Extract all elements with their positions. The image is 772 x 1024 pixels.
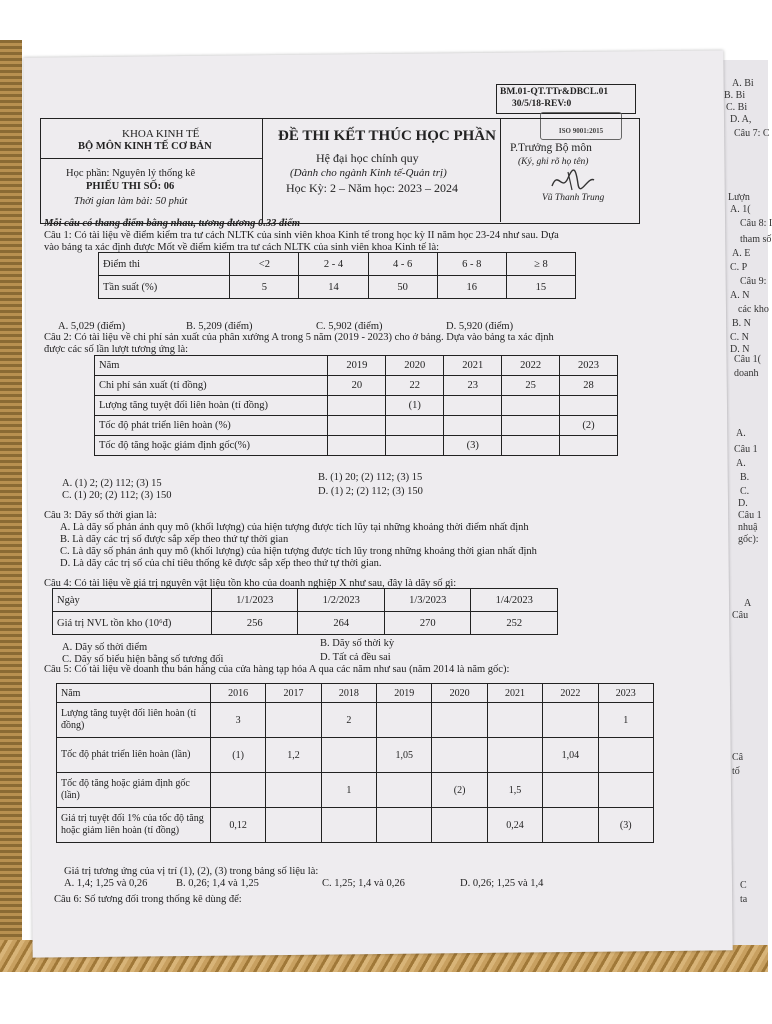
table-cell: 1/3/2023 [384, 589, 471, 612]
table-cell: 270 [384, 612, 471, 635]
table-cell: Năm [57, 684, 211, 703]
table-cell [502, 396, 560, 416]
table-cell [266, 703, 321, 738]
table-row [57, 738, 654, 773]
edge-text-fragment: các kho [738, 304, 769, 315]
table-cell [432, 703, 487, 738]
table-cell [598, 738, 653, 773]
table-cell: Lượng tăng tuyệt đối liên hoàn (tỉ đồng) [57, 703, 211, 738]
q4-table [52, 588, 558, 635]
exam-system: Hệ đại học chính quy [316, 151, 419, 165]
edge-text-fragment: B. N [732, 318, 751, 329]
table-cell: 2020 [432, 684, 487, 703]
edge-text-fragment: C. N [730, 332, 749, 343]
table-cell [210, 773, 265, 808]
table-cell: 1 [321, 773, 376, 808]
edge-text-fragment: C. Bi [726, 102, 748, 113]
table-cell: 22 [386, 376, 444, 396]
signature [548, 166, 598, 194]
table-cell [432, 808, 487, 843]
table-cell: 0,24 [487, 808, 542, 843]
head-note: (Ký, ghi rõ họ tên) [518, 157, 589, 167]
table-cell: (2) [560, 416, 618, 436]
q4-answer-option: D. Tất cả đều sai [320, 652, 391, 663]
edge-text-fragment: C. P [730, 262, 748, 273]
table-cell: 25 [502, 376, 560, 396]
table-cell: 1,2 [266, 738, 321, 773]
table-cell [543, 808, 598, 843]
edge-text-fragment: B. Bi [724, 90, 746, 101]
table-cell: 2022 [502, 356, 560, 376]
table-cell: 2019 [377, 684, 432, 703]
table-cell: 2019 [328, 356, 386, 376]
table-cell: Lượng tăng tuyệt đối liên hoàn (tỉ đồng) [95, 396, 328, 416]
exam-semester: Học Kỳ: 2 – Năm học: 2023 – 2024 [286, 181, 458, 195]
edge-text-fragment: C. [740, 486, 750, 497]
edge-text-fragment: tham số [740, 234, 772, 245]
score-note: Mỗi câu có thang điểm bằng nhau, tương đương 0.33 điểm [44, 218, 301, 229]
table-cell: 2018 [321, 684, 376, 703]
edge-text-fragment: doanh [734, 368, 759, 379]
q5-text: Câu 5: Có tài liệu về doanh thu bán hàng của cửa hàng tạp hóa A qua các năm như sau (năm 2014 là năm gốc): [44, 664, 510, 675]
table-cell: 23 [444, 376, 502, 396]
table-cell: 1,04 [543, 738, 598, 773]
table-cell: 28 [560, 376, 618, 396]
edge-text-fragment: D. [738, 498, 748, 509]
table-cell: 2020 [386, 356, 444, 376]
table-cell [328, 416, 386, 436]
edge-text-fragment: Câu 8: I [740, 218, 772, 229]
edge-text-fragment: Câu 1 [734, 444, 758, 455]
edge-text-fragment: A. N [730, 290, 750, 301]
table-cell: Tốc độ tăng hoặc giảm định gốc(%) [95, 436, 328, 456]
q1-answer-option: B. 5,209 (điểm) [186, 321, 253, 332]
table-cell: ≥ 8 [506, 253, 575, 276]
table-cell [560, 396, 618, 416]
table-cell: 256 [211, 612, 298, 635]
table-row [57, 703, 654, 738]
table-cell [377, 808, 432, 843]
head-name: Vũ Thanh Trung [542, 193, 605, 203]
table-row [53, 612, 558, 635]
table-cell: 20 [328, 376, 386, 396]
table-cell: 16 [437, 276, 506, 299]
edge-text-fragment: C [740, 880, 747, 891]
q3-text: Câu 3: Dãy số thời gian là: [44, 510, 157, 521]
table-cell: 1,05 [377, 738, 432, 773]
edge-text-fragment: A. [736, 458, 746, 469]
q1-table [98, 252, 576, 299]
q1-text-2: vào bảng ta xác định được Mốt về điểm kiểm tra tư cách NLTK của sinh viên khoa Kinh tế là: [44, 242, 440, 253]
table-cell [266, 808, 321, 843]
duration: Thời gian làm bài: 50 phút [74, 196, 188, 207]
faculty: KHOA KINH TẾ [122, 128, 200, 140]
table-cell: 2022 [543, 684, 598, 703]
table-row [57, 773, 654, 808]
q5-answer-option: D. 0,26; 1,25 và 1,4 [460, 878, 544, 889]
table-cell: 1/4/2023 [471, 589, 558, 612]
edge-text-fragment: A. [736, 428, 746, 439]
edge-text-fragment: Câ [732, 752, 744, 763]
table-cell [321, 808, 376, 843]
table-cell: 252 [471, 612, 558, 635]
q4-answer-option: B. Dãy số thời kỳ [320, 638, 395, 649]
edge-text-fragment: A. 1( [730, 204, 751, 215]
table-cell: Điểm thi [99, 253, 230, 276]
table-cell: 3 [210, 703, 265, 738]
table-cell: Chi phí sản xuất (tỉ đồng) [95, 376, 328, 396]
table-cell: Tốc độ phát triển liên hoàn (%) [95, 416, 328, 436]
q3-answer-option: B. Là dãy các trị số được sắp xếp theo thứ tự thời gian [60, 534, 289, 545]
table-cell: 1,5 [487, 773, 542, 808]
table-cell: Tốc độ tăng hoặc giảm định gốc (lần) [57, 773, 211, 808]
table-cell: Năm [95, 356, 328, 376]
table-cell [266, 773, 321, 808]
header-divider-right [500, 118, 501, 222]
table-cell: 6 - 8 [437, 253, 506, 276]
table-cell: (1) [386, 396, 444, 416]
table-row [95, 396, 618, 416]
table-cell: 2021 [444, 356, 502, 376]
head-title: P.Trưởng Bộ môn [510, 142, 592, 154]
q5-answer-option: C. 1,25; 1,4 và 0,26 [322, 878, 405, 889]
q4-answer-option: A. Dãy số thời điểm [62, 642, 148, 653]
doc-code: BM.01-QT.TTr&DBCL.01 [500, 87, 609, 97]
q3-answer-option: C. Là dãy số phản ánh quy mô (khối lượng) của hiện tượng được tích lũy trong những khoảng thời gian nhất định [60, 546, 537, 557]
table-cell: 2 - 4 [299, 253, 368, 276]
q5-note: Giá trị tương ứng của vị trí (1), (2), (3) trong bảng số liệu là: [64, 866, 319, 877]
table-cell: (3) [444, 436, 502, 456]
table-cell [543, 773, 598, 808]
table-row [95, 416, 618, 436]
table-cell [328, 396, 386, 416]
edge-text-fragment: Câu 1( [734, 354, 761, 365]
q5-answer-option: A. 1,4; 1,25 và 0,26 [64, 878, 148, 889]
table-cell [487, 703, 542, 738]
table-cell: 15 [506, 276, 575, 299]
table-cell: (1) [210, 738, 265, 773]
edge-text-fragment: Câu 7: C [734, 128, 770, 139]
edge-text-fragment: A [744, 598, 752, 609]
q2-answer-option: B. (1) 20; (2) 112; (3) 15 [318, 472, 423, 483]
header-hline [40, 158, 262, 159]
table-header-row [53, 589, 558, 612]
table-cell: Tần suất (%) [99, 276, 230, 299]
table-cell [444, 396, 502, 416]
edge-text-fragment: tố [732, 766, 740, 777]
table-cell: Tốc độ phát triển liên hoàn (lần) [57, 738, 211, 773]
table-cell: 1/1/2023 [211, 589, 298, 612]
table-cell [321, 738, 376, 773]
table-row [95, 436, 618, 456]
q5-table [56, 683, 654, 843]
edge-text-fragment: Lượn [728, 192, 750, 203]
table-cell: 2023 [598, 684, 653, 703]
q3-answer-option: A. Là dãy số phản ánh quy mô (khối lượng) của hiện tượng được tích lũy tại những khoảng thời điểm nhất định [60, 522, 529, 533]
edge-text-fragment: Câu [732, 610, 749, 621]
table-cell [377, 773, 432, 808]
doc-rev: 30/5/18-REV:0 [512, 99, 572, 109]
table-cell: Ngày [53, 589, 212, 612]
table-cell [377, 703, 432, 738]
q1-text-1: Câu 1: Có tài liệu về điểm kiểm tra tư cách NLTK của sinh viên khoa Kinh tế trong học kỳ II năm học 23-24 như sau. Dựa [44, 230, 559, 241]
q2-table [94, 355, 618, 456]
table-cell [444, 416, 502, 436]
table-cell: 5 [230, 276, 299, 299]
table-cell: 4 - 6 [368, 253, 437, 276]
table-cell: 0,12 [210, 808, 265, 843]
department: BỘ MÔN KINH TẾ CƠ BẢN [78, 141, 212, 152]
table-cell [487, 738, 542, 773]
table-cell [386, 416, 444, 436]
edge-text-fragment: Câu 1 [738, 510, 762, 521]
edge-text-fragment: D. N [730, 344, 750, 355]
edge-text-fragment: nhuậ [738, 522, 758, 533]
q1-answer-option: C. 5,902 (điểm) [316, 321, 383, 332]
table-cell [328, 436, 386, 456]
edge-text-fragment: D. A, [730, 114, 752, 125]
table-cell: <2 [230, 253, 299, 276]
table-cell: 2 [321, 703, 376, 738]
q5-answer-option: B. 0,26; 1,4 và 1,25 [176, 878, 259, 889]
table-cell: 50 [368, 276, 437, 299]
table-header-row [99, 253, 576, 276]
table-cell: 1 [598, 703, 653, 738]
q2-answer-option: A. (1) 2; (2) 112; (3) 15 [62, 478, 162, 489]
q6-text: Câu 6: Số tương đối trong thống kê dùng để: [54, 894, 242, 905]
edge-text-fragment: A. E [732, 248, 751, 259]
wooden-mat-left [0, 40, 22, 970]
q4-answer-option: C. Dãy số biểu hiện bằng số tương đối [62, 654, 224, 665]
table-cell: (2) [432, 773, 487, 808]
table-cell: Giá trị tuyệt đối 1% của tốc độ tăng hoặc giảm liên hoàn (tỉ đồng) [57, 808, 211, 843]
edge-text-fragment: Câu 9: [740, 276, 767, 287]
q2-text-2: được các số lần lượt tương ứng là: [44, 344, 189, 355]
edge-text-fragment: ta [740, 894, 748, 905]
table-row [95, 376, 618, 396]
table-cell [386, 436, 444, 456]
exam-major: (Dành cho ngành Kinh tế-Quản trị) [290, 167, 447, 179]
table-row [99, 276, 576, 299]
table-cell [432, 738, 487, 773]
table-cell: 2016 [210, 684, 265, 703]
table-cell: 2017 [266, 684, 321, 703]
table-cell: (3) [598, 808, 653, 843]
q2-answer-option: D. (1) 2; (2) 112; (3) 150 [318, 486, 423, 497]
table-cell: 2023 [560, 356, 618, 376]
table-cell [598, 773, 653, 808]
exam-title: ĐỀ THI KẾT THÚC HỌC PHẦN [278, 128, 496, 144]
table-header-row [57, 684, 654, 703]
table-cell [502, 436, 560, 456]
table-cell [560, 436, 618, 456]
table-cell [543, 703, 598, 738]
edge-text-fragment: A. Bi [732, 78, 754, 89]
table-row [57, 808, 654, 843]
q1-answer-option: D. 5,920 (điểm) [446, 321, 514, 332]
subject: Học phần: Nguyên lý thống kê [66, 168, 196, 179]
q1-answer-option: A. 5,029 (điểm) [58, 321, 126, 332]
table-cell: 14 [299, 276, 368, 299]
q2-text-1: Câu 2: Có tài liệu về chi phí sản xuất của phân xưởng A trong 5 năm (2019 - 2023) cho ở bảng. Dựa vào bảng ta xác định [44, 332, 554, 343]
table-cell: 2021 [487, 684, 542, 703]
q3-answer-option: D. Là dãy các trị số của chỉ tiêu thống kê được sắp xếp theo thứ tự thời gian. [60, 558, 382, 569]
sheet-number: PHIẾU THI SỐ: 06 [86, 181, 175, 192]
edge-text-fragment: B. [740, 472, 750, 483]
table-header-row [95, 356, 618, 376]
q2-answer-option: C. (1) 20; (2) 112; (3) 150 [62, 490, 172, 501]
table-cell [502, 416, 560, 436]
table-cell: 1/2/2023 [298, 589, 385, 612]
iso-stamp-text: ISO 9001:2015 [558, 127, 604, 135]
edge-text-fragment: gốc): [738, 534, 759, 545]
q4-text: Câu 4: Có tài liệu về giá trị nguyên vật liệu tồn kho của doanh nghiệp X như sau, đây là dãy số gì: [44, 578, 457, 589]
table-cell: 264 [298, 612, 385, 635]
table-cell: Giá trị NVL tồn kho (10⁶đ) [53, 612, 212, 635]
